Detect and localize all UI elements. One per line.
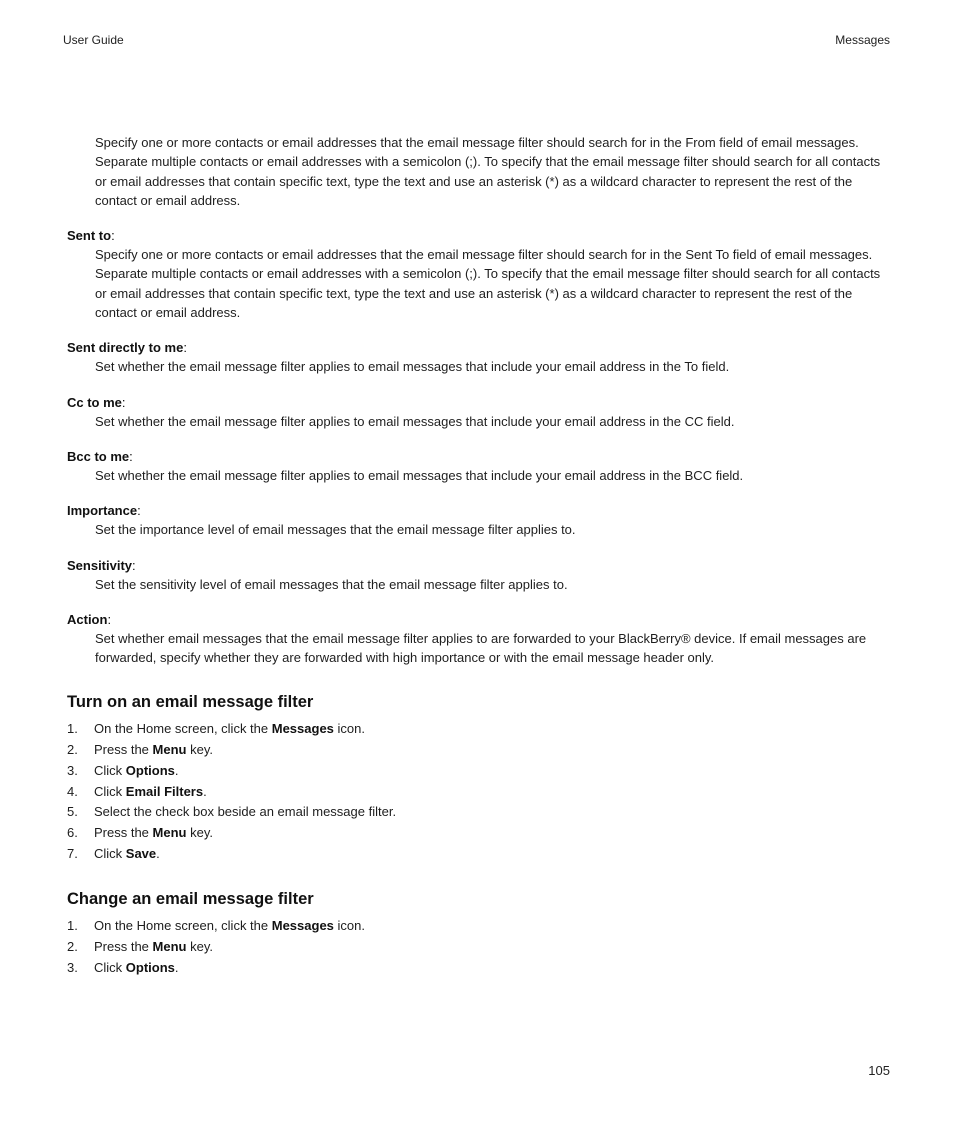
definition-description: Set whether email messages that the email message filter applies to are forwarded to your BlackBerry® device. If email messages are forwarded, specify whether they are forwarded with high importance or with the email message header only.	[95, 630, 867, 666]
term-colon: :	[129, 448, 133, 464]
definition-term	[67, 556, 893, 575]
ui-element-name: Options	[125, 762, 175, 778]
term-name: Action	[67, 611, 108, 627]
step-number: 2.	[67, 939, 78, 955]
term-colon: :	[137, 503, 141, 519]
running-header-title: User Guide	[63, 33, 124, 47]
steps-list	[67, 916, 893, 978]
term-name: Sensitivity	[67, 557, 133, 573]
ui-element-name: Options	[125, 959, 175, 975]
turn-on-filter-section	[67, 691, 893, 864]
step-item	[67, 719, 893, 740]
ui-element-name: Menu	[152, 742, 187, 758]
step-text: Press the Menu key.	[94, 939, 213, 955]
definition-description: Specify one or more contacts or email addresses that the email message filter should search for in the Sent To field of email messages. Separate multiple contacts or email addresses with a semicolon (;). To specify that the email message filter should search for all contacts or email addresses that contain specific text, type the text and use an asterisk (*) as a wildcard character to represent the rest of the contact or email address.	[95, 247, 881, 321]
step-number: 3.	[67, 959, 78, 975]
definition-description: Set the importance level of email messages that the email message filter applies to.	[95, 522, 576, 538]
definition-description: Set whether the email message filter applies to email messages that include your email address in the BCC field.	[95, 467, 744, 483]
step-text: Press the Menu key.	[94, 742, 213, 758]
term-colon: :	[107, 611, 112, 627]
definition-term	[67, 393, 893, 412]
definition-term	[67, 447, 893, 466]
step-item	[67, 916, 893, 937]
definition-term	[67, 610, 893, 629]
definition-term	[67, 338, 893, 357]
from-field-description: Specify one or more contacts or email addresses that the email message filter should search for in the From field of email messages. Separate multiple contacts or email addresses with a semicolon (;). To specify that the email message filter should search for all contacts or email addresses that contain specific text, type the text and use an asterisk (*) as a wildcard character to represent the rest of the contact or email address.	[95, 135, 881, 208]
step-text: Click Save.	[94, 845, 160, 861]
step-text: Press the Menu key.	[94, 824, 213, 840]
definition-description: Set whether the email message filter applies to email messages that include your email address in the To field.	[95, 359, 730, 375]
step-item	[67, 823, 893, 844]
step-item	[67, 782, 893, 803]
steps-list	[67, 719, 893, 864]
term-name: Sent to	[67, 228, 112, 244]
ui-element-name: Menu	[152, 939, 187, 955]
step-text: On the Home screen, click the Messages icon.	[94, 721, 365, 737]
step-number: 3.	[67, 762, 78, 778]
step-number: 1.	[67, 721, 78, 737]
section-heading: Change an email message filter	[67, 890, 314, 909]
term-name: Bcc to me	[67, 448, 130, 464]
page-content	[67, 133, 893, 978]
term-colon: :	[132, 557, 136, 573]
running-header-chapter: Messages	[835, 33, 890, 47]
step-text: On the Home screen, click the Messages icon.	[94, 918, 365, 934]
term-name: Cc to me	[67, 394, 122, 410]
ui-element-name: Email Filters	[125, 783, 204, 799]
change-filter-section	[67, 888, 893, 978]
term-name: Importance	[67, 503, 138, 519]
term-name: Sent directly to me	[67, 340, 184, 356]
step-number: 7.	[67, 845, 78, 861]
definition-term	[67, 226, 893, 245]
step-item	[67, 958, 893, 979]
step-item	[67, 740, 893, 761]
step-item	[67, 761, 893, 782]
step-item	[67, 844, 893, 865]
step-number: 6.	[67, 824, 78, 840]
step-text: Select the check box beside an email message filter.	[94, 804, 397, 820]
definition-description: Set the sensitivity level of email messages that the email message filter applies to.	[95, 576, 568, 592]
ui-element-name: Messages	[271, 918, 334, 934]
step-item	[67, 802, 893, 823]
ui-element-name: Save	[125, 845, 157, 861]
term-colon: :	[183, 340, 187, 356]
definition-description: Set whether the email message filter applies to email messages that include your email address in the CC field.	[95, 413, 735, 429]
ui-element-name: Messages	[271, 721, 334, 737]
step-text: Click Options.	[94, 959, 179, 975]
definition-term	[67, 501, 893, 520]
step-number: 5.	[67, 804, 78, 820]
page-number: 105	[868, 1063, 890, 1078]
term-colon: :	[111, 228, 115, 244]
step-item	[67, 937, 893, 958]
step-text: Click Email Filters.	[94, 783, 207, 799]
step-number: 4.	[67, 783, 78, 799]
step-number: 1.	[67, 918, 78, 934]
ui-element-name: Menu	[152, 824, 187, 840]
section-heading: Turn on an email message filter	[67, 693, 314, 712]
step-text: Click Options.	[94, 762, 179, 778]
step-number: 2.	[67, 742, 78, 758]
term-colon: :	[121, 394, 126, 410]
